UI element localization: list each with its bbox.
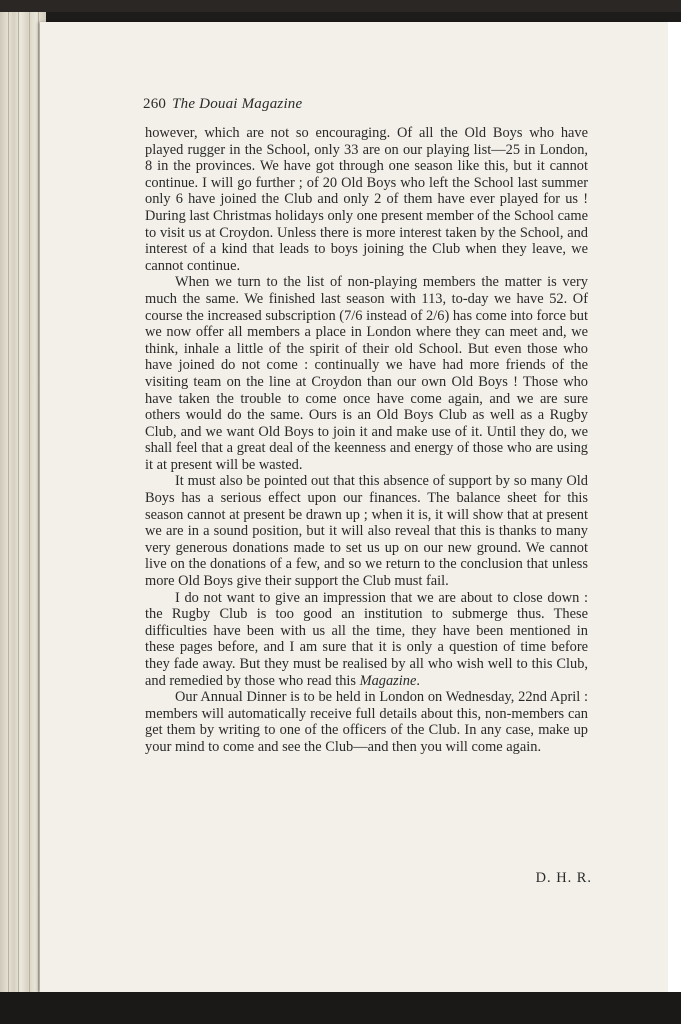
page-number: 260 xyxy=(143,96,167,112)
running-header xyxy=(143,96,302,113)
scan-right-margin xyxy=(668,22,681,992)
magazine-title: The Douai Magazine xyxy=(172,96,303,112)
article-body xyxy=(145,125,588,756)
paragraph-4 xyxy=(145,590,588,690)
paragraph-4-text: I do not want to give an impression that we are about to close down : the Rugby Club is too good an institution to submerge thus. These difficulties have been with us all the time, they have been mentioned in these pages before, and I am sure that it is only a question of time before they fade away. But they must be realised by all who wish well to this Club, and remedied by those who read this xyxy=(145,589,588,689)
scan-bottom-border xyxy=(0,992,681,1024)
page-edge-line xyxy=(8,12,9,1002)
paragraph-4-end: . xyxy=(416,672,420,689)
paragraph-2: When we turn to the list of non-playing members the matter is very much the same. We finished last season with 113, to-day we have 52. Of course the increased subscription (7/6 instead of 2/6) has come into force but we now offer all members a place in London where they can meet and, we think, inhale a little of the spirit of their old School. But even those who have joined do not come : continually we have had more friends of the visiting team on the line at Croydon than our own Old Boys ! Those who have taken the trouble to come once have come again, and we are sure others would do the same. Ours is an Old Boys Club as well as a Rugby Club, and we want Old Boys to join it and make use of it. Until they do, we shall feel that a great deal of the keenness and energy of those who are using it at present will be wasted. xyxy=(145,274,588,473)
author-signature: D. H. R. xyxy=(535,870,592,886)
paragraph-5: Our Annual Dinner is to be held in London on Wednesday, 22nd April : members will automatically receive full details about this, non-members can get them by writing to one of the officers of the Club. In any case, make up your mind to come and see the Club—and then you will come again. xyxy=(145,689,588,755)
page-edge-line xyxy=(29,12,30,1002)
paragraph-3: It must also be pointed out that this absence of support by so many Old Boys has a serious effect upon our finances. The balance sheet for this season cannot at present be drawn up ; when it is, it will show that at present we are in a sound position, but it will also reveal that this is thanks to many very generous donations made to set us up on our new ground. We cannot live on the donations of a few, and so we return to the conclusion that unless more Old Boys give their support the Club must fail. xyxy=(145,473,588,590)
page-edge-line xyxy=(18,12,19,1002)
magazine-reference: Magazine xyxy=(359,672,417,689)
page-edge-line xyxy=(38,12,39,1002)
paragraph-1: however, which are not so encouraging. Of all the Old Boys who have played rugger in the School, only 33 are on our playing list—25 in London, 8 in the provinces. We have got through one season like this, but it cannot continue. I will go further ; of 20 Old Boys who left the School last summer only 6 have joined the Club and only 2 of them have ever played for us ! During last Christmas holidays only one present member of the School came to visit us at Croydon. Unless there is more interest taken by the School, and interest of a kind that leads to boys joining the Club when they leave, we cannot continue. xyxy=(145,125,588,274)
scan-top-border xyxy=(0,0,681,12)
